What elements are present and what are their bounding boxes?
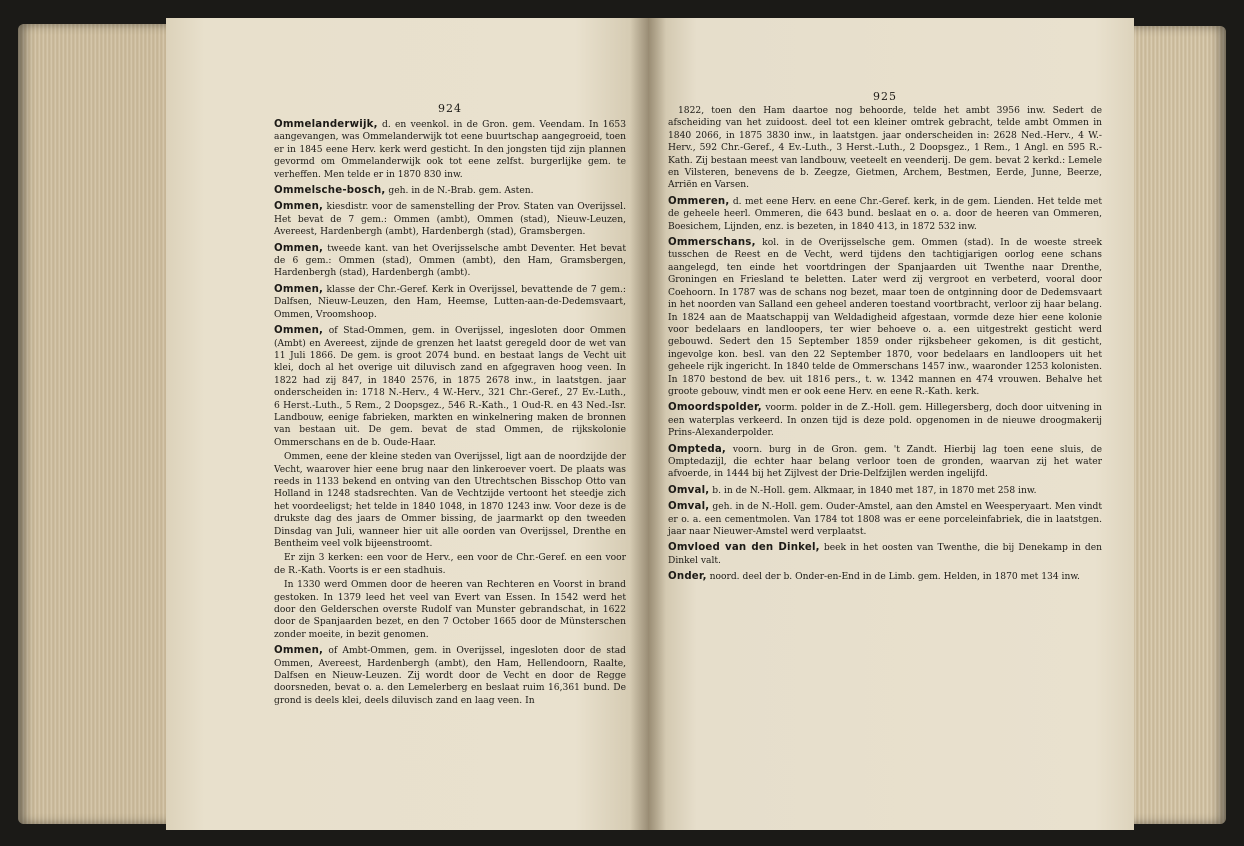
entry-headword: Ommen, [274,201,324,213]
entry-text: voorm. polder in de Z.-Holl. gem. Hillegersberg, doch door uitvening in een waterplas verkeerd. In onzen tijd is deze pold. opgenomen in de nieuwe droogmakerij Prins-Alexanderpolder. [668,403,1102,439]
dictionary-entry [668,196,1102,233]
entry-text: b. in de N.-Holl. gem. Alkmaar, in 1840 met 187, in 1870 met 258 inw. [709,485,1037,496]
entry-headword: Ommen, [274,242,324,254]
page-number-right: 925 [873,90,897,103]
entry-text: Ommen, eene der kleine steden van Overijssel, ligt aan de noordzijde der Vecht, waarover hier eene brug naar den linkeroever voert. De plaats was reeds in 1133 bekend en ontving van den Utrechtschen Bisschop Otto van Holland in 1248 stadsrechten. Van de Vechtzijde vertoont het steedje zich het voordeeligst; het telde in 1840 1048, in 1870 1243 inw. Voor deze is de drukste dag des jaars de Ommer bissing, de jaarmarkt op den tweeden Dinsdag van Juli, wanneer hier uit alle oorden van Overijssel, Drenthe en Bentheim veel volk bijeenstroomt. [274,452,626,549]
entry-text: 1822, toen den Ham daartoe nog behoorde, telde het ambt 3956 inw. Sedert de afscheiding van het zuidoost. deel tot een kleiner omtrek gebracht, telde ambt Ommen in 1840 2066, in 1875 3830 inw., in laatstgen. jaar onderscheiden in: 2628 Ned.-Herv., 4 W.-Herv., 592 Chr.-Geref., 4 Ev.-Luth., 3 Herst.-Luth., 2 Doopsgez., 1 Rem., 1 Angl. en 595 R.-Kath. Zij bestaan meest van landbouw, veeteelt en veenderij. De gem. bevat 2 kerkd.: Lemele en Vilsteren, benevens de b. Zeegze, Gietmen, Archem, Bestmen, Eerde, Junne, Beerze, Arriën en Varsen. [668,106,1102,191]
entry-headword: Omoordspolder, [668,402,762,414]
entry-headword: Ompteda, [668,443,726,455]
dictionary-entry [274,185,626,197]
entry-text: beek in het oosten van Twenthe, die bij Denekamp in den Dinkel valt. [668,543,1103,566]
entry-text: Er zijn 3 kerken: een voor de Herv., een voor de Chr.-Geref. en een voor de R.-Kath. Voorts is er een stadhuis. [274,553,626,576]
dictionary-entry [668,237,1102,398]
entry-headword: Ommelanderwijk, [274,119,378,130]
dictionary-entry [668,402,1102,439]
left-entries [274,119,626,707]
entry-headword: Ommerschans, [668,237,756,249]
entry-text: klasse der Chr.-Geref. Kerk in Overijssel, bevattende de 7 gem.: Dalfsen, Nieuw-Leuzen, den Ham, Heemse, Lutten-aan-de-Dedemsvaart, Ommen, Vroomshoop. [274,284,626,320]
entry-headword: Ommen, [274,283,324,295]
dictionary-entry [668,444,1102,481]
page-number-left: 924 [438,102,462,115]
entry-text: geh. in de N.-Holl. gem. Ouder-Amstel, aan den Amstel en Weesperyaart. Men vindt er o. a. een cementmolen. Van 1784 tot 1808 was er eene porceleinfabriek, die in laatstgen. jaar naar Nieuwer-Amstel werd verplaatst. [668,502,1102,537]
book-gutter [630,18,666,830]
entry-headword: Omvloed van den Dinkel, [668,542,820,554]
dictionary-entry [274,645,626,707]
entry-text: d. met eene Herv. en eene Chr.-Geref. kerk, in de gem. Lienden. Het telde met de geheele heerl. Ommeren, die 643 bund. beslaat en o. a. door de heeren van Ommeren, Boesichem, Lijnden, enz. is bezeten, in 1840 413, in 1872 532 inw. [668,196,1102,232]
entry-headword: Ommelsche-bosch, [274,185,386,197]
left-page [166,18,648,830]
entry-headword: Ommen, [274,325,324,337]
entry-text: In 1330 werd Ommen door de heeren van Rechteren en Voorst in brand gestoken. In 1379 leed het veel van Evert van Essen. In 1542 werd het door den Gelderschen overste Rudolf van Munster gebrandschat, in 1622 door de Spanjaarden bezet, en den 7 October 1665 door de Münsterschen zonder moeite, in bezit genomen. [274,580,626,640]
entry-text: voorn. burg in de Gron. gem. 't Zandt. Hierbij lag toen eene sluis, de Omptedazijl, die echter haar belang verloor toen de gronden, waarvan zij het water afvoerde, in 1444 bij het Zijlvest der Drie-Delfzijlen werden ingelijfd. [668,444,1102,480]
dictionary-entry [274,552,626,577]
dictionary-entry [274,451,626,550]
entry-text: geh. in de N.-Brab. gem. Asten. [385,186,534,197]
entry-headword: Ommen, [274,645,324,657]
entry-headword: Omval, [668,484,710,496]
entry-headword: Ommeren, [668,195,730,207]
entry-text: noord. deel der b. Onder-en-End in de Limb. gem. Helden, in 1870 met 134 inw. [706,572,1080,583]
entry-headword: Onder, [668,571,707,583]
dictionary-entry [668,571,1102,583]
dictionary-entry [274,284,626,321]
dictionary-entry [668,501,1102,538]
entry-headword: Omval, [668,501,710,513]
entry-text: of Ambt-Ommen, gem. in Overijssel, ingesloten door de stad Ommen, Avereest, Hardenbergh (ambt), den Ham, Hellendoorn, Raalte, Dalfsen en Nieuw-Leuzen. Zij wordt door de Vecht en door de Regge doorsneden, bevat o. a. den Lemelerberg en beslaat ruim 16,361 bund. De grond is deels klei, deels diluvisch zand en laag veen. In [274,646,626,706]
dictionary-entry [668,105,1102,192]
entry-text: tweede kant. van het Overijsselsche ambt Deventer. Het bevat de 6 gem.: Ommen (stad), Ommen (ambt), den Ham, Gramsbergen, Hardenbergh (stad), Hardenbergh (ambt). [274,243,626,279]
entry-text: kol. in de Overijsselsche gem. Ommen (stad). In de woeste streek tusschen de Reest en de Vecht, werd tijdens den tachtigjarigen oorlog eene schans aangelegd, ten einde het voortdringen der Spanjaarden uit Twenthe naar Drenthe, Groningen en Friesland te beletten. Later werd zij vergroot en verbeterd, vooral door Coehoorn. In 1787 was de schans nog bezet, maar toen de ontginning door de Dedemsvaart in het noorden van Salland een geheel anderen toestand voortbracht, verloor zij haar belang. In 1824 aan de Maatschappij van Weldadigheid afgestaan, vormde deze hier eene kolonie voor bedelaars en landloopers, ter wier behoeve o. a. een uitgestrekt gesticht werd gebouwd. Sedert den 15 September 1859 onder rijksbeheer gekomen, is dit gesticht, ingevolge kon. besl. van den 22 September 1870, voor bedelaars en landloopers uit het geheele rijk ingericht. In 1840 telde de Ommerschans 1457 inw., waaronder 1253 kolonisten. In 1870 bestond de bev. uit 1816 pers., t. w. 1342 mannen en 474 vrouwen. Behalve het groote gebouw, vindt men er ook eene Herv. en eene R.-Kath. kerk. [668,238,1102,397]
open-book [18,14,1226,836]
dictionary-entry [274,325,626,449]
page-edges-right [1130,26,1226,824]
entry-text: d. en veenkol. in de Gron. gem. Veendam. In 1653 aangevangen, was Ommelanderwijk tot eene buurtschap aangegroeid, toen er in 1845 eene Herv. kerk werd gesticht. In den jongsten tijd zijn plannen gevormd om Ommelanderwijk ook tot eene zelfst. burgerlijke gem. te verheffen. Men telde er in 1870 830 inw. [274,120,626,180]
dictionary-entry [668,542,1102,567]
right-page [648,18,1134,830]
right-entries [668,105,1102,584]
dictionary-entry [668,485,1102,497]
dictionary-entry [274,243,626,280]
dictionary-entry [274,579,626,641]
dictionary-entry [274,119,626,181]
entry-text: kiesdistr. voor de samenstelling der Prov. Staten van Overijssel. Het bevat de 7 gem.: Ommen (ambt), Ommen (stad), Nieuw-Leuzen, Avereest, Hardenbergh (ambt), Hardenbergh (stad), Gramsbergen. [274,202,626,238]
dictionary-entry [274,201,626,238]
entry-text: of Stad-Ommen, gem. in Overijssel, ingesloten door Ommen (Ambt) en Avereest, zijnde de grenzen het laatst geregeld door de wet van 11 Juli 1866. De gem. is groot 2074 bund. en bestaat langs de Vecht uit klei, doch al het overige uit diluvisch zand en afgegraven hoog veen. In 1822 had zij 847, in 1840 2576, in 1875 2678 inw., in laatstgen. jaar onderscheiden in: 1718 N.-Herv., 4 W.-Herv., 321 Chr.-Geref., 27 Ev.-Luth., 6 Herst.-Luth., 5 Rem., 2 Doopsgez., 546 R.-Kath., 1 Oud-R. en 43 Ned.-Isr. Landbouw, eenige fabrieken, markten en winkelnering maken de bronnen van bestaan uit. De gem. bevat de stad Ommen, de rijkskolonie Ommerschans en de b. Oude-Haar. [274,326,626,448]
